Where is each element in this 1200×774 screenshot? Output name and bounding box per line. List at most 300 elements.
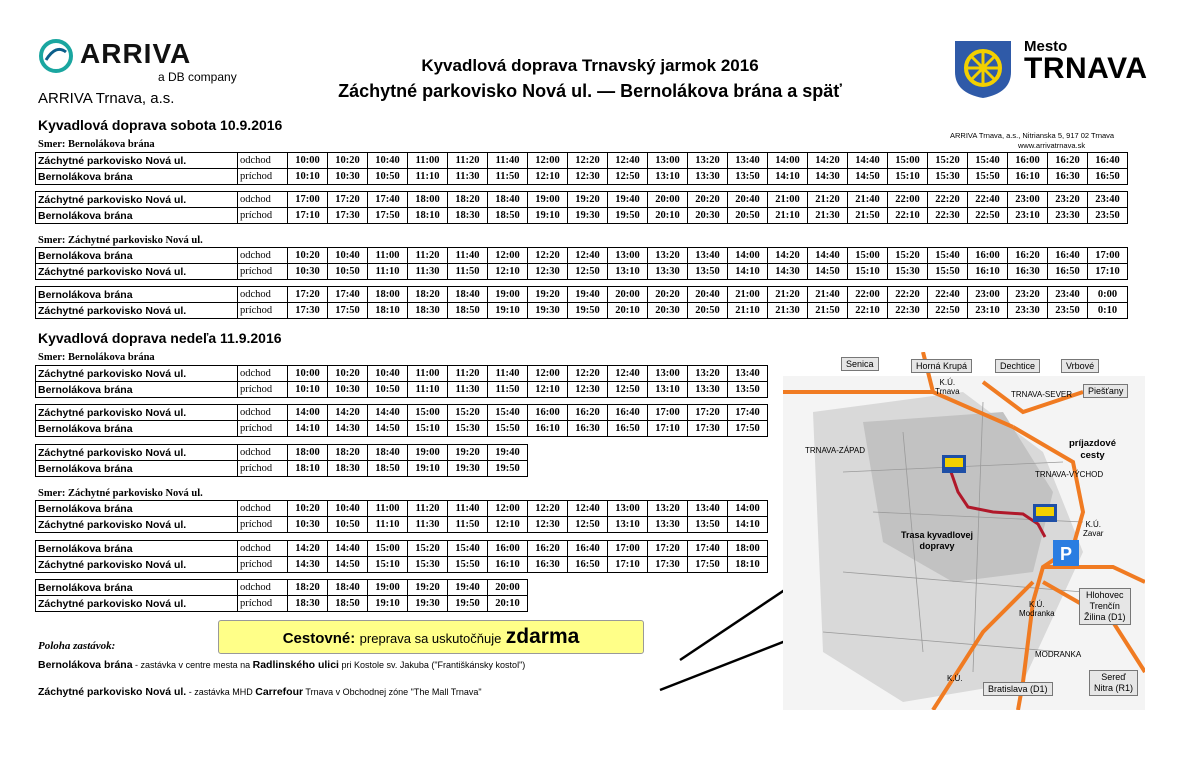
map-label-horna-krupa: Horná Krupá xyxy=(911,359,972,373)
time-cell: 0:10 xyxy=(1088,303,1128,319)
time-cell: 13:20 xyxy=(648,248,688,264)
time-cell: 21:50 xyxy=(848,208,888,224)
time-cell: 16:00 xyxy=(968,248,1008,264)
time-cell: 12:30 xyxy=(568,169,608,185)
time-cell: 18:10 xyxy=(288,461,328,477)
time-cell: 15:10 xyxy=(368,557,408,573)
stop-name-cell: Záchytné parkovisko Nová ul. xyxy=(36,557,238,573)
time-cell: 13:50 xyxy=(688,517,728,533)
time-cell: 12:00 xyxy=(488,501,528,517)
stop-name-cell: Záchytné parkovisko Nová ul. xyxy=(36,303,238,319)
time-cell: 11:10 xyxy=(368,264,408,280)
time-cell: 15:10 xyxy=(888,169,928,185)
time-cell: 23:50 xyxy=(1088,208,1128,224)
time-cell: 18:30 xyxy=(288,596,328,612)
time-cell: 20:10 xyxy=(608,303,648,319)
fare-text: preprava sa uskutočňuje xyxy=(359,631,502,646)
map-label-trnava-zapad: TRNAVA-ZÁPAD xyxy=(805,446,866,455)
time-cell: 14:40 xyxy=(848,153,888,169)
time-cell: 21:50 xyxy=(808,303,848,319)
time-cell: 15:00 xyxy=(888,153,928,169)
time-cell: 12:20 xyxy=(528,501,568,517)
time-cell: 10:50 xyxy=(368,169,408,185)
time-cell: 12:10 xyxy=(528,169,568,185)
time-cell: 14:50 xyxy=(328,557,368,573)
time-cell: 18:40 xyxy=(328,580,368,596)
arriva-wordmark: ARRIVA xyxy=(80,38,192,69)
time-cell: 21:40 xyxy=(848,192,888,208)
time-cell: 19:20 xyxy=(568,192,608,208)
time-cell: 22:30 xyxy=(928,208,968,224)
time-cell: 11:00 xyxy=(368,501,408,517)
stop-name-cell: Záchytné parkovisko Nová ul. xyxy=(36,366,238,382)
time-cell: 18:00 xyxy=(728,541,768,557)
map-label-modranka: MODRANKA xyxy=(1035,650,1082,659)
time-cell: 13:00 xyxy=(608,501,648,517)
time-cell: 14:30 xyxy=(808,169,848,185)
direction-type-cell: odchod xyxy=(238,541,288,557)
time-cell: 18:40 xyxy=(368,445,408,461)
time-cell: 22:40 xyxy=(928,287,968,303)
time-cell: 11:40 xyxy=(448,248,488,264)
time-cell: 16:30 xyxy=(1008,264,1048,280)
time-cell: 11:20 xyxy=(448,366,488,382)
stop-name-cell: Bernolákova brána xyxy=(36,461,238,477)
time-cell: 17:30 xyxy=(328,208,368,224)
time-cell: 17:50 xyxy=(688,557,728,573)
svg-text:P: P xyxy=(1059,544,1073,564)
stop-name-cell: Bernolákova brána xyxy=(36,208,238,224)
time-cell: 18:30 xyxy=(408,303,448,319)
time-cell: 10:30 xyxy=(288,264,328,280)
time-cell: 13:10 xyxy=(608,517,648,533)
time-cell: 17:00 xyxy=(288,192,328,208)
direction-type-cell: príchod xyxy=(238,461,288,477)
time-cell: 14:00 xyxy=(768,153,808,169)
time-cell: 13:30 xyxy=(688,382,728,398)
time-cell: 12:00 xyxy=(528,366,568,382)
time-cell: 15:10 xyxy=(408,421,448,437)
time-cell: 11:30 xyxy=(448,169,488,185)
time-cell: 11:40 xyxy=(488,366,528,382)
time-cell: 10:20 xyxy=(288,501,328,517)
time-cell: 19:40 xyxy=(448,580,488,596)
time-cell: 13:50 xyxy=(728,382,768,398)
map-label-ku-modranka: K.Ú. Modranka xyxy=(1019,600,1055,618)
time-cell: 16:20 xyxy=(1048,153,1088,169)
time-cell: 11:10 xyxy=(408,169,448,185)
time-cell: 15:00 xyxy=(368,541,408,557)
saturday-direction-2: Smer: Záchytné parkovisko Nová ul. xyxy=(38,235,203,246)
time-cell: 18:50 xyxy=(328,596,368,612)
time-cell: 12:20 xyxy=(528,248,568,264)
time-cell: 22:50 xyxy=(928,303,968,319)
time-cell: 23:40 xyxy=(1088,192,1128,208)
time-cell: 13:40 xyxy=(688,501,728,517)
time-cell: 10:50 xyxy=(368,382,408,398)
time-cell: 11:40 xyxy=(448,501,488,517)
time-cell: 13:10 xyxy=(608,264,648,280)
time-cell: 12:00 xyxy=(488,248,528,264)
time-cell: 10:10 xyxy=(288,382,328,398)
map-label-bratislava: Bratislava (D1) xyxy=(983,682,1053,696)
time-cell: 20:40 xyxy=(728,192,768,208)
stop-name-cell: Záchytné parkovisko Nová ul. xyxy=(36,517,238,533)
time-cell: 21:10 xyxy=(768,208,808,224)
arriva-subtitle: a DB company xyxy=(158,70,237,84)
direction-type-cell: odchod xyxy=(238,192,288,208)
time-cell: 18:40 xyxy=(448,287,488,303)
stop-name-cell: Bernolákova brána xyxy=(36,248,238,264)
time-cell: 19:10 xyxy=(488,303,528,319)
time-cell: 12:10 xyxy=(488,264,528,280)
time-cell: 18:20 xyxy=(408,287,448,303)
direction-type-cell: príchod xyxy=(238,517,288,533)
fare-label: Cestovné: xyxy=(282,630,356,647)
map-label-ku-trnava: K.Ú. Trnava xyxy=(935,378,960,396)
time-cell: 16:00 xyxy=(1008,153,1048,169)
time-cell: 0:00 xyxy=(1088,287,1128,303)
time-cell: 16:20 xyxy=(568,405,608,421)
time-cell: 14:00 xyxy=(728,501,768,517)
time-cell: 16:10 xyxy=(968,264,1008,280)
time-cell: 23:00 xyxy=(968,287,1008,303)
time-cell: 18:10 xyxy=(728,557,768,573)
time-cell: 15:50 xyxy=(448,557,488,573)
time-cell: 17:40 xyxy=(728,405,768,421)
time-cell: 17:20 xyxy=(648,541,688,557)
time-cell: 23:40 xyxy=(1048,287,1088,303)
time-cell: 11:40 xyxy=(488,153,528,169)
time-cell: 19:40 xyxy=(488,445,528,461)
time-cell: 17:20 xyxy=(688,405,728,421)
time-cell: 12:20 xyxy=(568,153,608,169)
map-label-hlohovec: Hlohovec Trenčín Žilina (D1) xyxy=(1079,588,1131,625)
time-cell: 19:30 xyxy=(408,596,448,612)
stop-name-cell: Bernolákova brána xyxy=(36,287,238,303)
time-cell: 22:10 xyxy=(888,208,928,224)
time-cell: 18:30 xyxy=(328,461,368,477)
time-cell: 14:20 xyxy=(288,541,328,557)
time-cell: 12:00 xyxy=(528,153,568,169)
time-cell: 12:20 xyxy=(568,366,608,382)
time-cell: 23:30 xyxy=(1008,303,1048,319)
direction-type-cell: odchod xyxy=(238,501,288,517)
time-cell: 19:40 xyxy=(608,192,648,208)
sunday-direction-1: Smer: Bernolákova brána xyxy=(38,352,155,363)
time-cell: 19:00 xyxy=(488,287,528,303)
time-cell: 17:50 xyxy=(728,421,768,437)
time-cell: 13:50 xyxy=(728,169,768,185)
time-cell: 22:00 xyxy=(848,287,888,303)
time-cell: 17:40 xyxy=(368,192,408,208)
direction-type-cell: odchod xyxy=(238,287,288,303)
time-cell: 18:00 xyxy=(368,287,408,303)
map-label-sered: Sereď Nitra (R1) xyxy=(1089,670,1138,696)
time-cell: 12:50 xyxy=(568,264,608,280)
time-cell: 17:40 xyxy=(328,287,368,303)
time-cell: 21:20 xyxy=(768,287,808,303)
time-cell: 23:30 xyxy=(1048,208,1088,224)
direction-type-cell: odchod xyxy=(238,153,288,169)
time-cell: 15:30 xyxy=(928,169,968,185)
time-cell: 19:50 xyxy=(488,461,528,477)
time-cell: 21:00 xyxy=(768,192,808,208)
time-cell: 15:40 xyxy=(488,405,528,421)
time-cell: 16:10 xyxy=(488,557,528,573)
time-cell: 19:10 xyxy=(408,461,448,477)
time-cell: 12:50 xyxy=(568,517,608,533)
route-map xyxy=(783,352,1145,710)
time-cell: 13:10 xyxy=(648,169,688,185)
time-cell: 16:40 xyxy=(1048,248,1088,264)
stop-name-cell: Bernolákova brána xyxy=(36,169,238,185)
page-subtitle: Záchytné parkovisko Nová ul. — Bernolákova brána a späť xyxy=(338,81,842,101)
stop-name-cell: Záchytné parkovisko Nová ul. xyxy=(36,192,238,208)
sunday-direction-2: Smer: Záchytné parkovisko Nová ul. xyxy=(38,488,203,499)
direction-type-cell: odchod xyxy=(238,445,288,461)
time-cell: 12:10 xyxy=(488,517,528,533)
time-cell: 14:10 xyxy=(728,517,768,533)
time-cell: 22:00 xyxy=(888,192,928,208)
map-label-dechtice: Dechtice xyxy=(995,359,1040,373)
time-cell: 13:20 xyxy=(688,153,728,169)
time-cell: 10:50 xyxy=(328,517,368,533)
map-label-route: Trasa kyvadlovej dopravy xyxy=(901,530,974,551)
time-cell: 16:10 xyxy=(1008,169,1048,185)
direction-type-cell: odchod xyxy=(238,580,288,596)
time-cell: 10:00 xyxy=(288,366,328,382)
time-cell: 20:50 xyxy=(728,208,768,224)
time-cell: 18:00 xyxy=(288,445,328,461)
stop-name-cell: Bernolákova brána xyxy=(36,580,238,596)
direction-type-cell: príchod xyxy=(238,208,288,224)
time-cell: 14:40 xyxy=(368,405,408,421)
stop-name-cell: Bernolákova brána xyxy=(36,541,238,557)
time-cell: 19:30 xyxy=(448,461,488,477)
time-cell: 11:50 xyxy=(448,517,488,533)
time-cell: 16:30 xyxy=(1048,169,1088,185)
time-cell: 17:20 xyxy=(328,192,368,208)
time-cell: 22:20 xyxy=(928,192,968,208)
time-cell: 15:50 xyxy=(928,264,968,280)
time-cell: 23:10 xyxy=(968,303,1008,319)
time-cell: 16:10 xyxy=(528,421,568,437)
stop-name-1: Bernolákova brána xyxy=(38,659,133,671)
time-cell: 15:30 xyxy=(448,421,488,437)
time-cell: 21:10 xyxy=(728,303,768,319)
direction-type-cell: príchod xyxy=(238,264,288,280)
time-cell: 13:50 xyxy=(688,264,728,280)
time-cell: 13:00 xyxy=(648,153,688,169)
arriva-company-name: ARRIVA Trnava, a.s. xyxy=(38,90,175,107)
time-cell: 21:30 xyxy=(768,303,808,319)
stop-name-cell: Záchytné parkovisko Nová ul. xyxy=(36,596,238,612)
time-cell: 15:20 xyxy=(928,153,968,169)
time-cell: 15:40 xyxy=(928,248,968,264)
time-cell: 13:30 xyxy=(648,264,688,280)
time-cell: 20:00 xyxy=(648,192,688,208)
time-cell: 23:10 xyxy=(1008,208,1048,224)
time-cell: 10:50 xyxy=(328,264,368,280)
time-cell: 17:20 xyxy=(288,287,328,303)
time-cell: 11:50 xyxy=(448,264,488,280)
time-cell: 19:30 xyxy=(528,303,568,319)
time-cell: 18:40 xyxy=(488,192,528,208)
time-cell: 15:30 xyxy=(408,557,448,573)
city-name: TRNAVA xyxy=(1024,52,1148,85)
time-cell: 19:20 xyxy=(528,287,568,303)
stop-name-cell: Bernolákova brána xyxy=(36,501,238,517)
time-cell: 13:30 xyxy=(688,169,728,185)
time-cell: 15:40 xyxy=(448,541,488,557)
map-label-senica: Senica xyxy=(841,357,879,371)
time-cell: 19:00 xyxy=(368,580,408,596)
time-cell: 19:20 xyxy=(408,580,448,596)
time-cell: 14:00 xyxy=(728,248,768,264)
time-cell: 23:20 xyxy=(1008,287,1048,303)
time-cell: 16:40 xyxy=(1088,153,1128,169)
time-cell: 19:30 xyxy=(568,208,608,224)
time-cell: 10:30 xyxy=(328,169,368,185)
time-cell: 17:50 xyxy=(328,303,368,319)
direction-type-cell: odchod xyxy=(238,248,288,264)
time-cell: 14:10 xyxy=(288,421,328,437)
time-cell: 21:00 xyxy=(728,287,768,303)
stop-description-2: Záchytné parkovisko Nová ul. - zastávka MHD Carrefour Trnava v Obchodnej zóne "The Mall Trnava" xyxy=(38,686,482,698)
time-cell: 14:00 xyxy=(288,405,328,421)
time-cell: 16:50 xyxy=(608,421,648,437)
time-cell: 11:30 xyxy=(408,264,448,280)
time-cell: 12:30 xyxy=(528,264,568,280)
bus-stop-icon xyxy=(942,455,966,473)
map-label-ku: K.Ú. xyxy=(947,674,963,683)
map-label-trnava-sever: TRNAVA-SEVER xyxy=(1011,390,1073,399)
time-cell: 15:20 xyxy=(888,248,928,264)
stop-name-cell: Bernolákova brána xyxy=(36,421,238,437)
time-cell: 11:30 xyxy=(408,517,448,533)
time-cell: 19:10 xyxy=(368,596,408,612)
time-cell: 17:00 xyxy=(608,541,648,557)
time-cell: 17:30 xyxy=(688,421,728,437)
stop-name-cell: Záchytné parkovisko Nová ul. xyxy=(36,153,238,169)
time-cell: 12:40 xyxy=(608,366,648,382)
time-cell: 23:50 xyxy=(1048,303,1088,319)
direction-type-cell: príchod xyxy=(238,303,288,319)
time-cell: 16:30 xyxy=(568,421,608,437)
time-cell: 18:20 xyxy=(288,580,328,596)
time-cell: 16:40 xyxy=(568,541,608,557)
time-cell: 15:30 xyxy=(888,264,928,280)
time-cell: 14:10 xyxy=(728,264,768,280)
time-cell: 20:10 xyxy=(648,208,688,224)
stop-name-cell: Bernolákova brána xyxy=(36,382,238,398)
sunday-heading: Kyvadlová doprava nedeľa 11.9.2016 xyxy=(38,330,282,346)
time-cell: 20:00 xyxy=(608,287,648,303)
map-label-ku-zavar: K.Ú. Zavar xyxy=(1083,520,1104,538)
time-cell: 10:40 xyxy=(328,248,368,264)
time-cell: 13:10 xyxy=(648,382,688,398)
time-cell: 19:00 xyxy=(528,192,568,208)
direction-type-cell: odchod xyxy=(238,405,288,421)
time-cell: 14:50 xyxy=(368,421,408,437)
time-cell: 22:10 xyxy=(848,303,888,319)
time-cell: 18:00 xyxy=(408,192,448,208)
time-cell: 20:40 xyxy=(688,287,728,303)
time-cell: 15:00 xyxy=(848,248,888,264)
time-cell: 18:20 xyxy=(448,192,488,208)
stop-name-2: Záchytné parkovisko Nová ul. xyxy=(38,686,187,698)
parking-icon xyxy=(1053,540,1079,566)
time-cell: 12:40 xyxy=(608,153,648,169)
time-cell: 10:10 xyxy=(288,169,328,185)
time-cell: 20:30 xyxy=(648,303,688,319)
time-cell: 11:50 xyxy=(488,382,528,398)
fare-value: zdarma xyxy=(505,625,580,648)
time-cell: 16:50 xyxy=(1088,169,1128,185)
time-cell: 11:00 xyxy=(408,153,448,169)
time-cell: 14:30 xyxy=(768,264,808,280)
time-cell: 19:10 xyxy=(528,208,568,224)
map-label-trnava-vychod: TRNAVA-VÝCHOD xyxy=(1035,470,1104,479)
time-cell: 11:00 xyxy=(408,366,448,382)
stop-name-cell: Záchytné parkovisko Nová ul. xyxy=(36,445,238,461)
time-cell: 12:40 xyxy=(568,248,608,264)
time-cell: 18:30 xyxy=(448,208,488,224)
time-cell: 18:10 xyxy=(368,303,408,319)
direction-type-cell: odchod xyxy=(238,366,288,382)
map-label-vrbove: Vrbové xyxy=(1061,359,1099,373)
time-cell: 17:30 xyxy=(648,557,688,573)
time-cell: 15:40 xyxy=(968,153,1008,169)
time-cell: 16:50 xyxy=(568,557,608,573)
time-cell: 13:20 xyxy=(648,501,688,517)
time-cell: 11:20 xyxy=(408,501,448,517)
time-cell: 10:40 xyxy=(368,366,408,382)
time-cell: 11:20 xyxy=(408,248,448,264)
time-cell: 10:30 xyxy=(288,517,328,533)
stop-description-1: Bernolákova brána - zastávka v centre mesta na Radlinského ulici pri Kostole sv. Jakuba ("Františkánsky kostol") xyxy=(38,659,526,671)
direction-type-cell: príchod xyxy=(238,421,288,437)
time-cell: 16:00 xyxy=(528,405,568,421)
city-label-small: Mesto xyxy=(1024,38,1068,55)
time-cell: 10:20 xyxy=(288,248,328,264)
time-cell: 18:10 xyxy=(408,208,448,224)
stop-name-cell: Záchytné parkovisko Nová ul. xyxy=(36,405,238,421)
time-cell: 12:50 xyxy=(608,169,648,185)
time-cell: 13:40 xyxy=(688,248,728,264)
time-cell: 14:20 xyxy=(328,405,368,421)
time-cell: 14:20 xyxy=(808,153,848,169)
time-cell: 12:40 xyxy=(568,501,608,517)
time-cell: 19:00 xyxy=(408,445,448,461)
time-cell: 12:30 xyxy=(528,517,568,533)
time-cell: 18:20 xyxy=(328,445,368,461)
time-cell: 13:40 xyxy=(728,153,768,169)
time-cell: 16:20 xyxy=(528,541,568,557)
time-cell: 12:50 xyxy=(608,382,648,398)
time-cell: 20:20 xyxy=(688,192,728,208)
time-cell: 16:30 xyxy=(528,557,568,573)
contact-address: ARRIVA Trnava, a.s., Nitrianska 5, 917 02 Trnava xyxy=(950,131,1115,140)
time-cell: 17:40 xyxy=(688,541,728,557)
time-cell: 23:20 xyxy=(1048,192,1088,208)
time-cell: 13:30 xyxy=(648,517,688,533)
time-cell: 20:50 xyxy=(688,303,728,319)
time-cell: 13:40 xyxy=(728,366,768,382)
page-title: Kyvadlová doprava Trnavský jarmok 2016 xyxy=(421,56,759,75)
time-cell: 20:30 xyxy=(688,208,728,224)
